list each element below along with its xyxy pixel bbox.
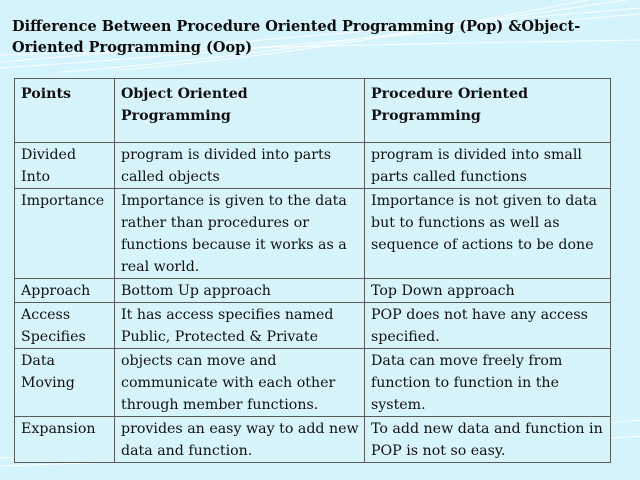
- row-oop: objects can move and communicate with each other through member functions.: [115, 349, 365, 417]
- table-row: [15, 417, 611, 463]
- table-row: [15, 303, 611, 349]
- table-row: [15, 189, 611, 279]
- row-oop: provides an easy way to add new data and function.: [115, 417, 365, 463]
- row-point: Access Specifies: [15, 303, 115, 349]
- comparison-table: [14, 78, 611, 463]
- row-pop: Importance is not given to data but to functions as well as sequence of actions to be done: [365, 189, 611, 279]
- row-oop: Bottom Up approach: [115, 279, 365, 303]
- row-point: Importance: [15, 189, 115, 279]
- row-oop: It has access specifies named Public, Protected & Private: [115, 303, 365, 349]
- row-point: Approach: [15, 279, 115, 303]
- header-points: Points: [15, 79, 115, 143]
- row-point: Expansion: [15, 417, 115, 463]
- table-header-row: [15, 79, 611, 143]
- row-pop: Data can move freely from function to function in the system.: [365, 349, 611, 417]
- header-pop: Procedure Oriented Programming: [365, 79, 611, 143]
- row-pop: To add new data and function in POP is not so easy.: [365, 417, 611, 463]
- row-oop: program is divided into parts called objects: [115, 143, 365, 189]
- row-pop: POP does not have any access specified.: [365, 303, 611, 349]
- header-oop: Object Oriented Programming: [115, 79, 365, 143]
- table-row: [15, 143, 611, 189]
- table-row: [15, 279, 611, 303]
- row-oop: Importance is given to the data rather than procedures or functions because it works as a real world.: [115, 189, 365, 279]
- table-row: [15, 349, 611, 417]
- row-point: Data Moving: [15, 349, 115, 417]
- row-point: Divided Into: [15, 143, 115, 189]
- row-pop: Top Down approach: [365, 279, 611, 303]
- row-pop: program is divided into small parts called functions: [365, 143, 611, 189]
- page-title: Difference Between Procedure Oriented Programming (Pop) &Object-Oriented Programming (Oop): [12, 18, 581, 56]
